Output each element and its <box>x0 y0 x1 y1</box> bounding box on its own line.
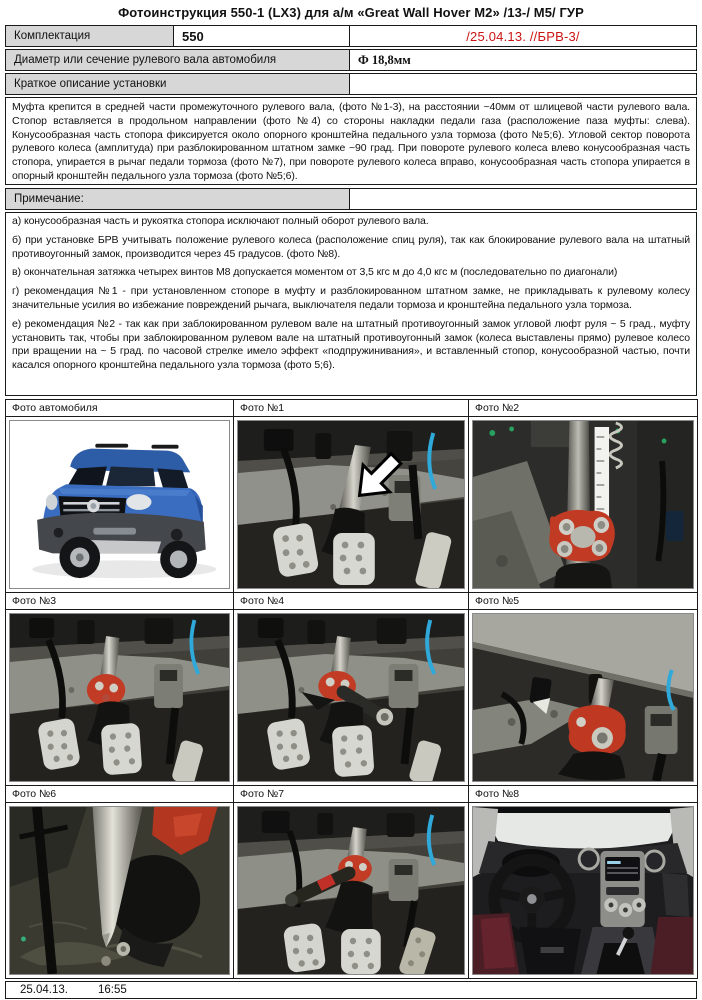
note-b: б) при установке БРВ учитывать положение рулевого колеса (расположение спиц руля), так как блокирование рулевого вала на штатный противоугонный замок, производится через 45 градусов. (фото №8). <box>12 233 690 260</box>
mufta-installed-image <box>10 614 229 781</box>
photo-label-7: Фото №7 <box>234 786 469 803</box>
info-row-diameter <box>5 49 697 71</box>
photo-cell-8 <box>469 803 698 979</box>
photo-label-3: Фото №3 <box>6 593 234 610</box>
photo-label-8: Фото №8 <box>469 786 698 803</box>
stopper-inserted-image <box>238 614 464 781</box>
photo-cell-2 <box>469 417 698 593</box>
info-row-komplektacia <box>5 25 697 47</box>
stopper-against-brake-image <box>238 807 464 974</box>
notes-box <box>5 212 697 396</box>
photo-label-car: Фото автомобиля <box>6 400 234 417</box>
photo-1 <box>237 420 465 589</box>
installation-description: Муфта крепится в средней части промежуточного рулевого вала, (фото №1-3), на расстоянии ~40мм от шлицевой части рулевого вала. Стопор вставляется в продольном направлении (фото №4) со стороны накладки педали газа (расположение паза муфты: слева). Конусообразная часть стопора фиксируется около опорного кронштейна педального узла тормоза (фото №5;6). Угловой сектор поворота рулевого колеса (амплитуда) при разблокированном штатном замке ~90 град. При повороте рулевого колеса влево конусообразная часть стопора, упирается в рычаг педали тормоза (фото №7), при повороте рулевого колеса вправо, конусообразная часть стопора упирается в опорный кронштейн педального узла тормоза (фото №5;6). <box>5 97 697 185</box>
notes-header-empty-cell <box>350 189 696 209</box>
note-a: а) конусообразная часть и рукоятка стопора исключают полный оборот рулевого вала. <box>12 215 429 227</box>
note-e: е) рекомендация №2 - так как при заблокированном рулевом вале на штатный противоугонный замок угловой люфт руля ~ 5 град., муфту установить так, чтобы при заблокированном рулевом вале на штатный противоугонный замок (колеса выставлены прямо) рулевое колесо при вращении на ~ 5 град. по часовой стрелке имело эффект «подпружинивания», и вставленный стопор, конусообразной частью, почти касался опорного кронштейна педального узла тормоза (фото 5;6). <box>12 317 690 372</box>
photo-cell-7 <box>234 803 469 979</box>
mufta-closeup-image <box>473 421 693 588</box>
photo-cell-5 <box>469 610 698 786</box>
info-label-diameter: Диаметр или сечение рулевого вала автомобиля <box>6 50 350 70</box>
photo-cell-car <box>6 417 234 593</box>
photo-6 <box>9 806 230 975</box>
info-empty-cell <box>350 74 696 94</box>
photo-7 <box>237 806 465 975</box>
cone-tip-macro-image <box>10 807 229 974</box>
photo-2 <box>472 420 694 589</box>
photo-cell-6 <box>6 803 234 979</box>
info-row-description-header <box>5 73 697 95</box>
photo-3 <box>9 613 230 782</box>
page-title: Фотоинструкция 550-1 (LX3) для а/м «Great Wall Hover M2» /13-/ М5/ ГУР <box>118 5 584 20</box>
interior-dashboard-image <box>473 807 693 974</box>
info-value-diameter: Ф 18,8мм <box>358 52 411 67</box>
note-v: в) окончательная затяжка четырех винтов М8 допускается моментом от 3,5 кгс м до 4,0 кгс м (последовательно по диагонали) <box>12 266 618 279</box>
photo-5 <box>472 613 694 782</box>
photo-grid <box>5 399 698 979</box>
photo-car <box>9 420 230 589</box>
photo-cell-4 <box>234 610 469 786</box>
note-g: г) рекомендация №1 - при установленном стопоре в муфту и разблокированном штатном замке, не прикладывать к рулевому колесу значительные усилия во избежание повреждений рычага, выключателя педали тормоза и кронштейна педального узла тормоза. <box>12 285 690 311</box>
mufta-stopper-closeup-image <box>473 614 693 781</box>
info-value-kit: 550 <box>174 26 350 46</box>
photo-4 <box>237 613 465 782</box>
notes-header-row <box>5 188 697 210</box>
info-revision-stamp: /25.04.13. //БРВ-3/ <box>466 28 580 44</box>
pedal-arrow-image <box>238 421 464 588</box>
footer-date: 25.04.13. <box>20 984 68 996</box>
photo-label-6: Фото №6 <box>6 786 234 803</box>
photo-8 <box>472 806 694 975</box>
footer-row <box>5 981 697 999</box>
photo-label-4: Фото №4 <box>234 593 469 610</box>
car-image <box>10 421 229 588</box>
photo-label-1: Фото №1 <box>234 400 469 417</box>
info-label-komplektacia: Комплектация <box>6 26 174 46</box>
notes-header-label: Примечание: <box>6 189 350 209</box>
footer-time: 16:55 <box>97 984 127 996</box>
info-label-description: Краткое описание установки <box>6 74 350 94</box>
photo-label-2: Фото №2 <box>469 400 698 417</box>
photo-cell-1 <box>234 417 469 593</box>
photo-label-5: Фото №5 <box>469 593 698 610</box>
photo-cell-3 <box>6 610 234 786</box>
